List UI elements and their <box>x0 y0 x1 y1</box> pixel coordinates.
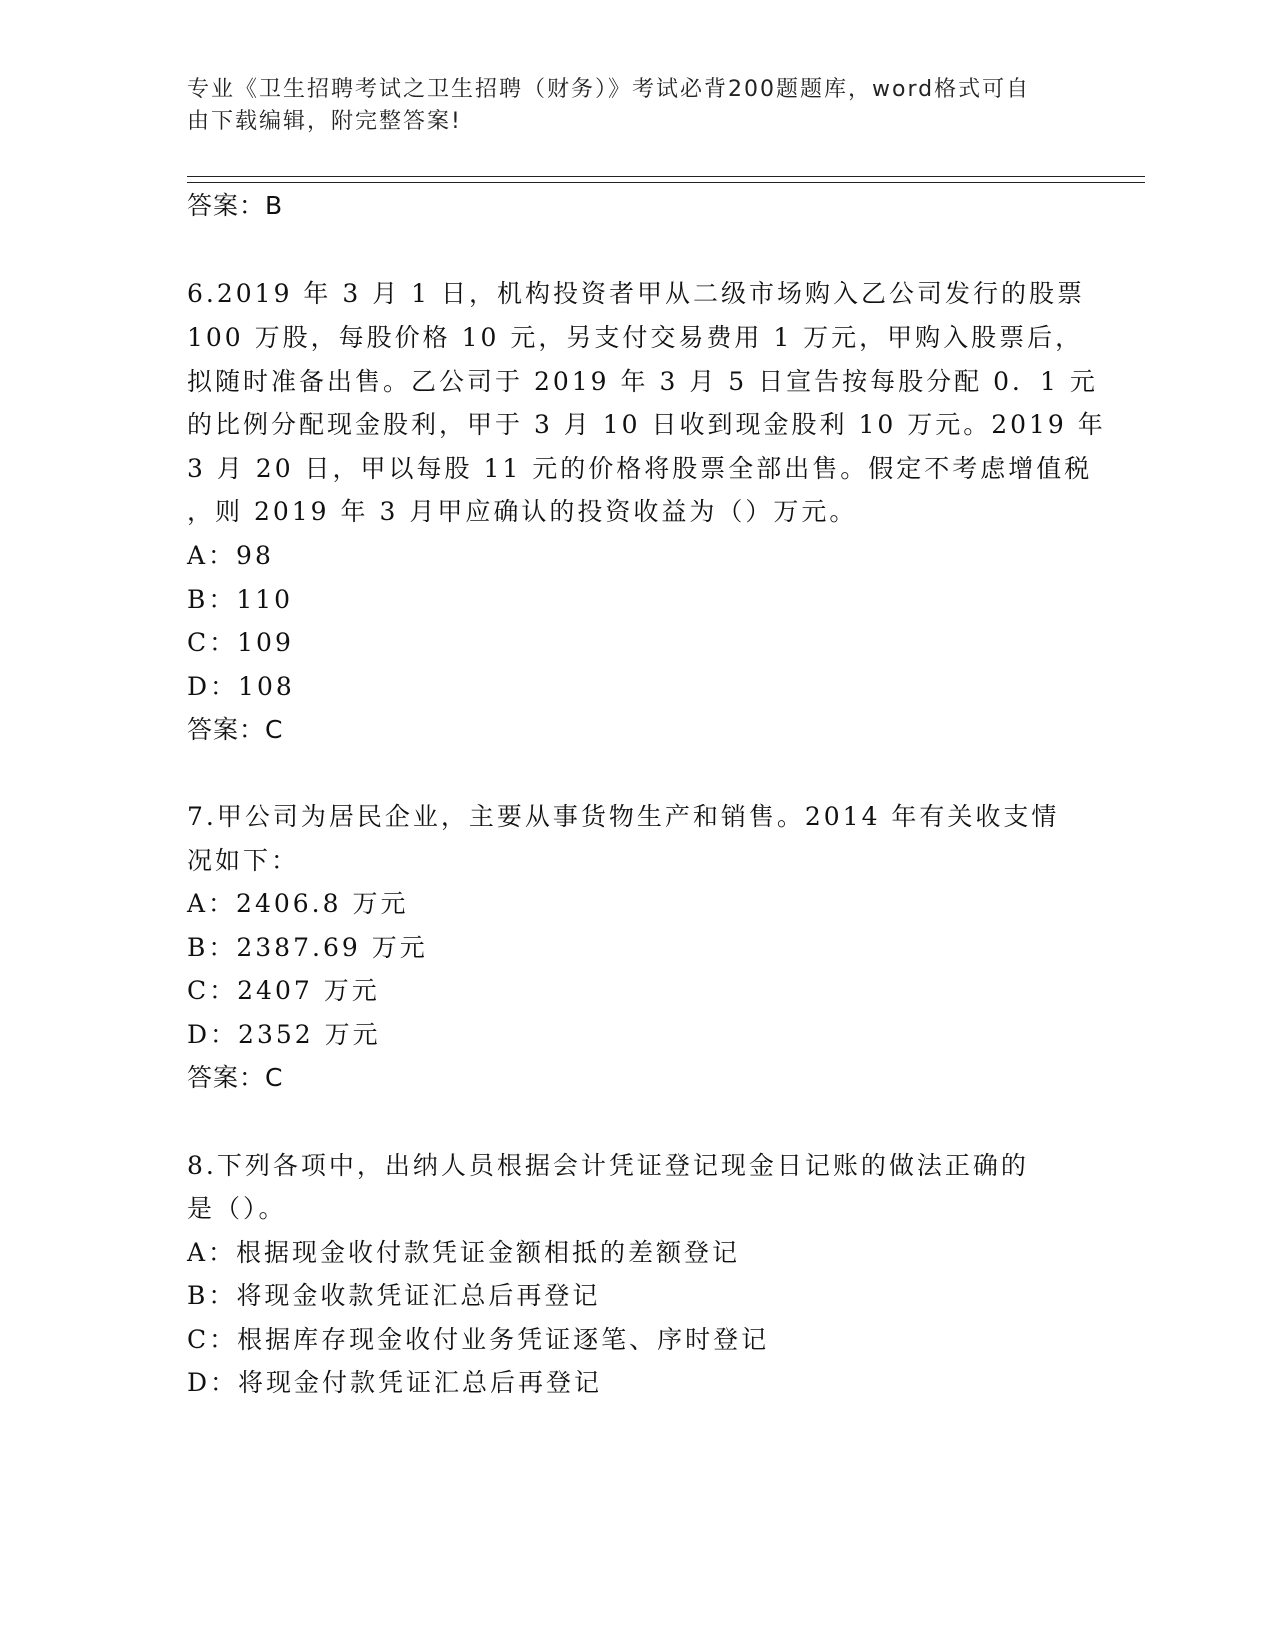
question-text-line: 是（）。 <box>187 1194 287 1223</box>
question-text-line: 拟随时准备出售。乙公司于 2019 年 3 月 5 日宣告按每股分配 0．1 元 <box>187 367 1098 396</box>
option-b: B：将现金收款凭证汇总后再登记 <box>187 1281 601 1310</box>
question-text-line: 8.下列各项中，出纳人员根据会计凭证登记现金日记账的做法正确的 <box>187 1151 1029 1180</box>
question-text-line: ，则 2019 年 3 月甲应确认的投资收益为（）万元。 <box>187 497 858 526</box>
previous-answer: 答案：B <box>187 191 284 220</box>
question-text-line: 况如下： <box>187 846 300 875</box>
question-text-line: 7.甲公司为居民企业，主要从事货物生产和销售。2014 年有关收支情 <box>187 802 1060 831</box>
question-text-line: 100 万股，每股价格 10 元，另支付交易费用 1 万元，甲购入股票后， <box>187 323 1084 352</box>
document-header <box>187 74 1067 138</box>
question-text-line: 6.2019 年 3 月 1 日，机构投资者甲从二级市场购入乙公司发行的股票 <box>187 279 1086 308</box>
option-a: A：根据现金收付款凭证金额相抵的差额登记 <box>187 1238 741 1267</box>
answer-label: 答案：C <box>187 1063 284 1092</box>
header-divider-top <box>187 176 1145 177</box>
header-line-1: 专业《卫生招聘考试之卫生招聘（财务）》考试必背200题题库，word格式可自 <box>187 77 1031 102</box>
option-c: C：2407 万元 <box>187 976 380 1005</box>
option-d: D：将现金付款凭证汇总后再登记 <box>187 1368 603 1397</box>
answer-label: 答案：C <box>187 715 284 744</box>
question-text-line: 3 月 20 日，甲以每股 11 元的价格将股票全部出售。假定不考虑增值税 <box>187 454 1093 483</box>
option-b: B：2387.69 万元 <box>187 933 428 962</box>
option-a: A：98 <box>187 541 274 570</box>
option-c: C：109 <box>187 628 294 657</box>
header-line-2: 由下载编辑，附完整答案! <box>187 109 462 134</box>
option-d: D：108 <box>187 672 295 701</box>
option-b: B：110 <box>187 585 294 614</box>
question-text-line: 的比例分配现金股利，甲于 3 月 10 日收到现金股利 10 万元。2019 年 <box>187 410 1106 439</box>
option-a: A：2406.8 万元 <box>187 889 409 918</box>
header-divider-bottom <box>187 182 1145 183</box>
option-c: C：根据库存现金收付业务凭证逐笔、序时登记 <box>187 1325 770 1354</box>
option-d: D：2352 万元 <box>187 1020 381 1049</box>
